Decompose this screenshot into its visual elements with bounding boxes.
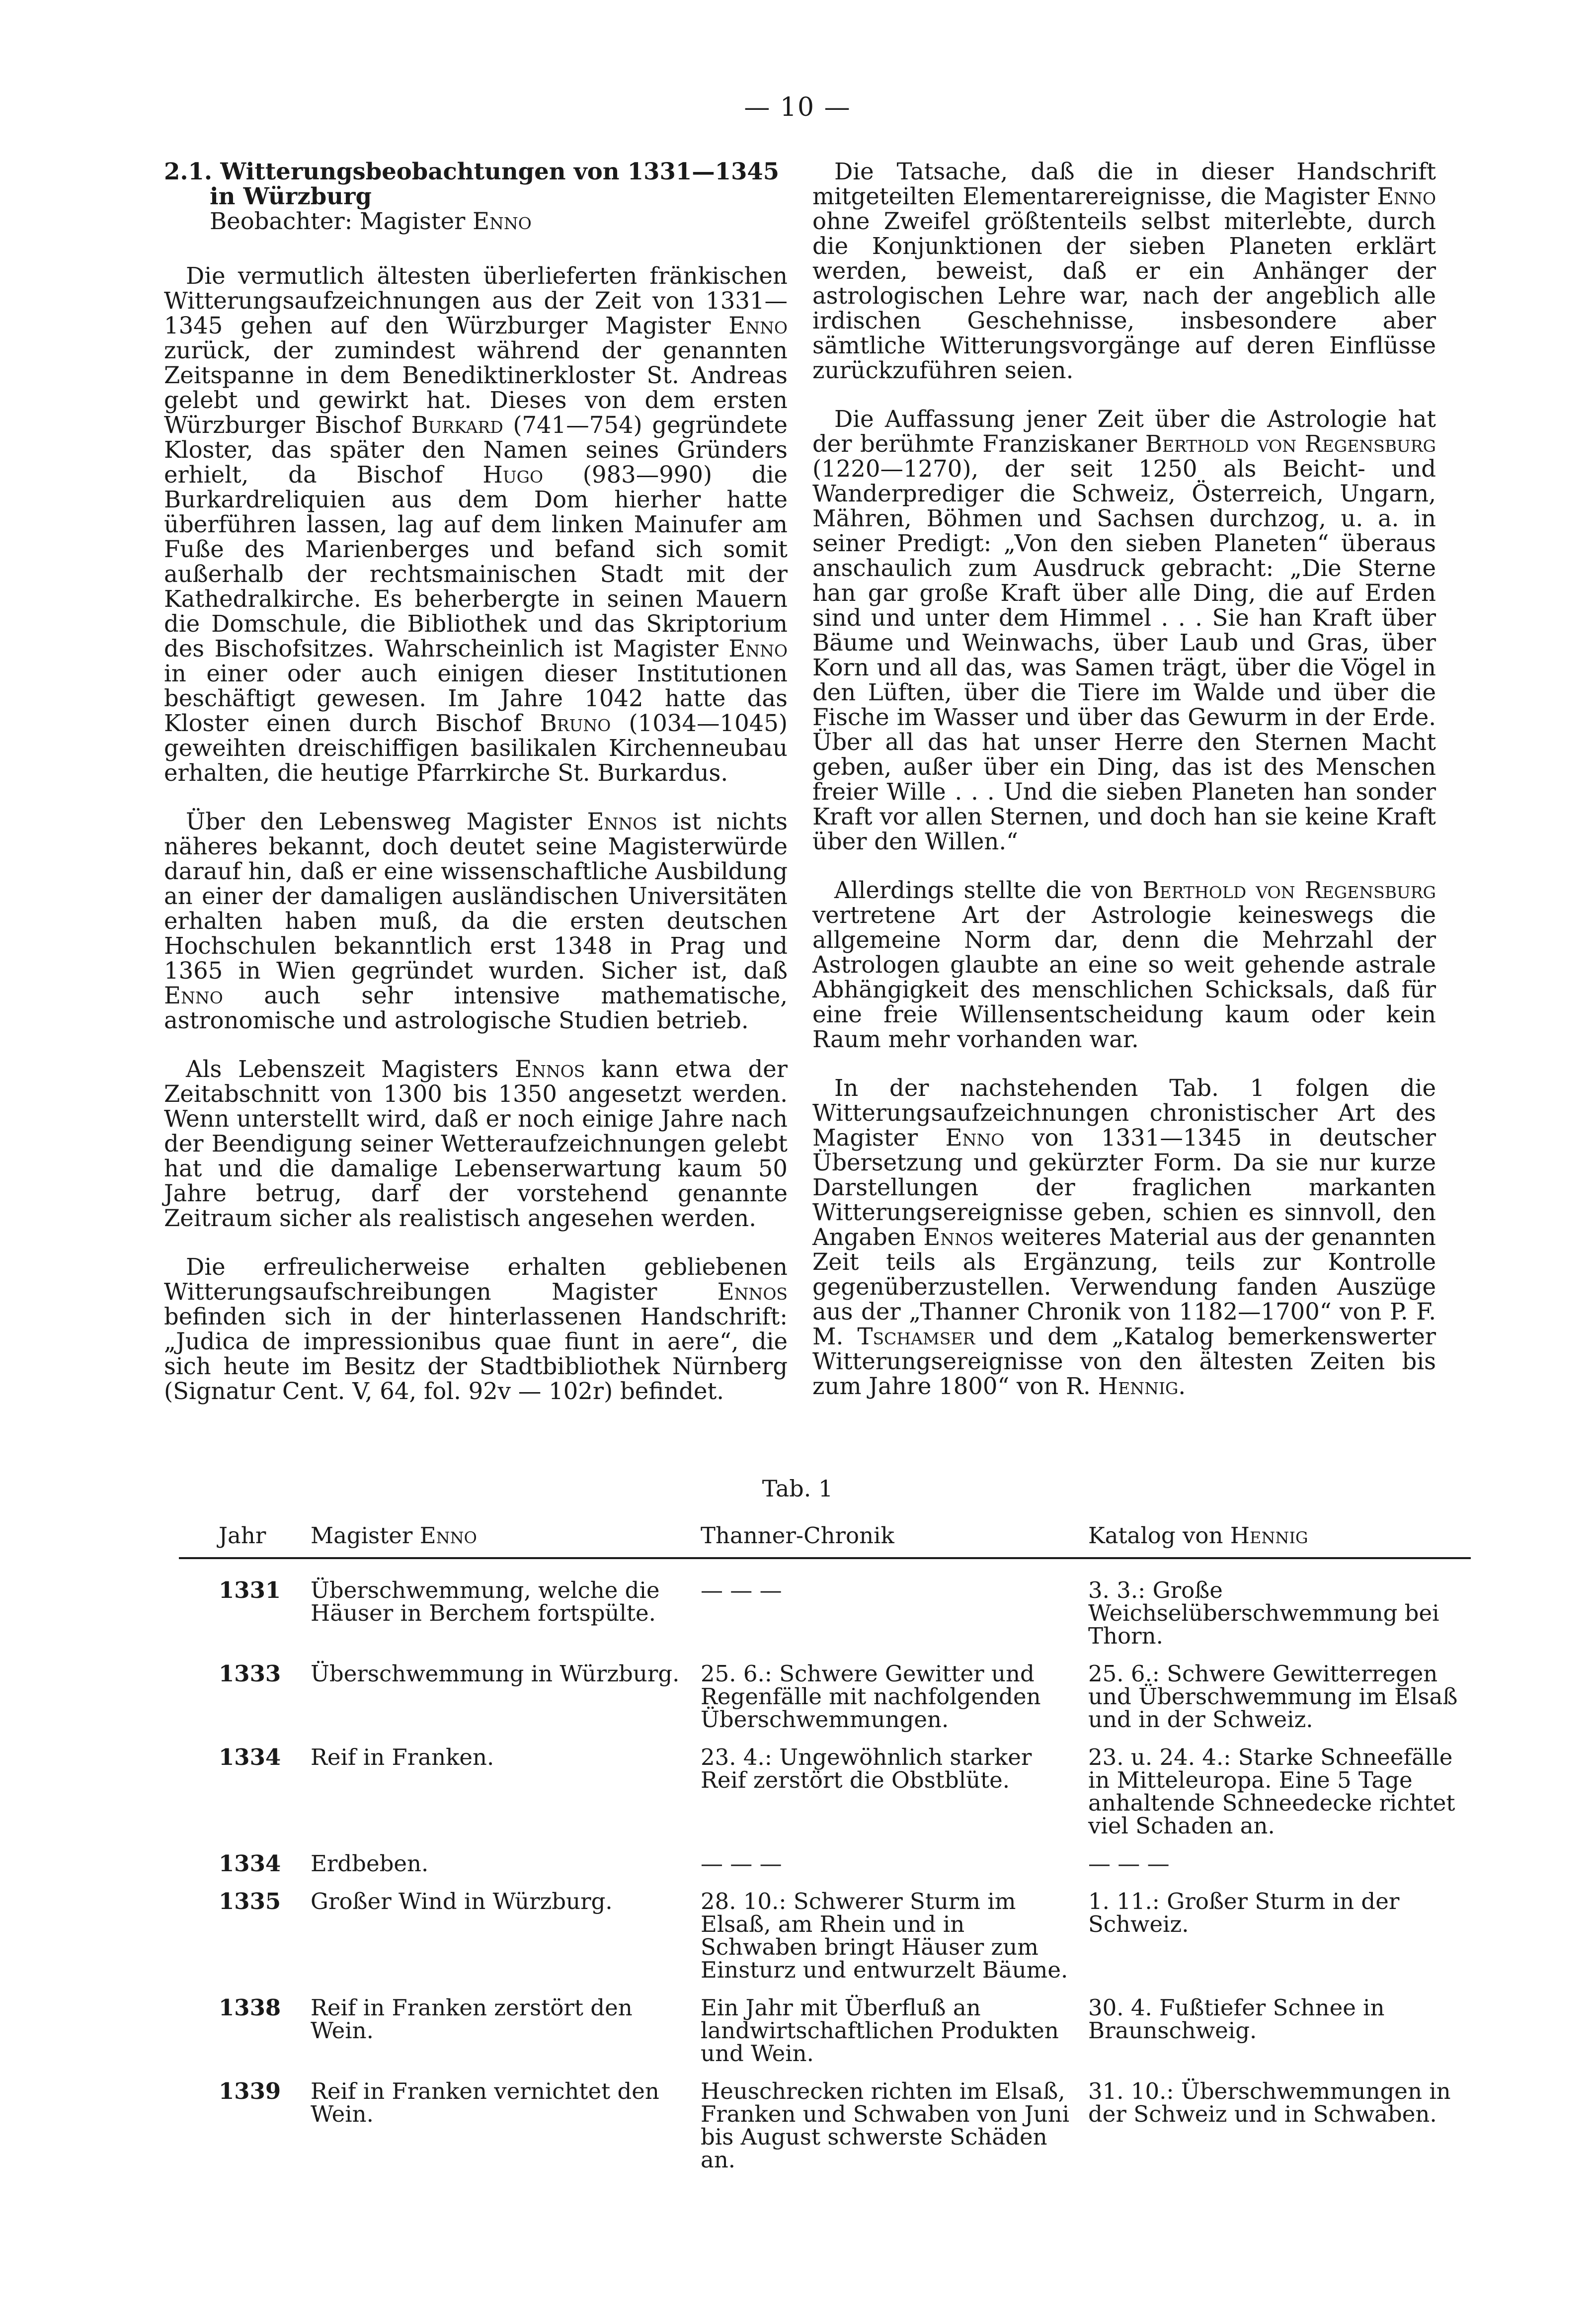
person-name: Berthold von Regensburg	[1142, 877, 1436, 904]
person-name: Hennig	[1098, 1373, 1179, 1400]
text-run: vertretene Art der Astrologie keineswegs die allgemeine Norm dar, denn die Mehrzahl der Astrologen glaubte an eine so weit gehende astrale Abhängigkeit des menschlichen Schicksals, daß für eine freie Willensentscheidung kaum oder kein Raum mehr vorhanden war.	[812, 902, 1436, 1053]
text-run: in einer oder auch einigen dieser Institutionen beschäftigt gewesen. Im Jahre 1042 hatte das Kloster einen durch Bischof	[164, 660, 788, 737]
table-header-row	[179, 1513, 1471, 1558]
left-column	[164, 159, 788, 1431]
header-year: Jahr	[179, 1513, 311, 1558]
table-caption: Tab. 1	[762, 1475, 833, 1502]
cell-thann: 23. 4.: Ungewöhnlich starker Reif zerstört die Obstblüte.	[701, 1744, 1032, 1793]
text-run: weiteres Material aus der genannten Zeit teils als Ergänzung, teils zur Kontrolle gegenüberzustellen. Verwendung fanden Auszüge aus der „Thanner Chronik von 1182—1700“ von P. F. M.	[812, 1224, 1436, 1350]
cell-hennig: 1. 11.: Großer Sturm in der Schweiz.	[1088, 1888, 1400, 1937]
text-run: Die Tatsache, daß die in dieser Handschrift mitgeteilten Elementarereignisse, die Magister	[812, 158, 1436, 210]
cell-year: 1331	[219, 1577, 281, 1603]
text-run: Als Lebenszeit Magisters	[186, 1056, 515, 1082]
header-text: Magister	[311, 1522, 420, 1549]
cell-thann: — — —	[701, 1850, 782, 1877]
text-run: .	[1178, 1373, 1186, 1400]
paragraph	[812, 159, 1436, 383]
header-hennig	[1088, 1513, 1471, 1558]
cell-enno: Überschwemmung in Würzburg.	[311, 1660, 680, 1687]
text-run: ist nichts näheres bekannt, doch deutet seine Magisterwürde darauf hin, daß er eine wissenschaftliche Ausbildung an einer der damaligen ausländischen Universitäten erhalten haben muß, da die ersten deutschen Hochschulen bekanntlich erst 1348 in Prag und 1365 in Wien gegründet wurden. Sicher ist, daß	[164, 808, 788, 984]
cell-year: 1339	[219, 2078, 281, 2104]
text-run: und dem „Katalog bemerkenswerter Witterungsereignisse von den ältesten Zeiten bis zum Jahre 1800“ von R.	[812, 1323, 1436, 1400]
table-row	[179, 2069, 1471, 2175]
paragraph	[812, 878, 1436, 1052]
cell-year: 1335	[219, 1888, 281, 1914]
text-run: kann etwa der Zeitabschnitt von 1300 bis 1350 angesetzt werden. Wenn unterstellt wird, daß er noch einige Jahre nach der Beendigung seiner Wetteraufzeichnungen gelebt hat und die damalige Lebenserwartung kaum 50 Jahre betrug, darf der vorstehend genannte Zeitraum sicher als realistisch angesehen werden.	[164, 1056, 788, 1232]
person-name: Hennig	[1230, 1522, 1308, 1549]
table-row	[179, 1558, 1471, 1652]
paragraph	[164, 809, 788, 1033]
text-run: befinden sich in der hinterlassenen Handschrift: „Judica de impressionibus quae fiunt in aere“, die sich heute im Besitz der Stadtbibliothek Nürnberg (Signatur Cent. V, 64, fol. 92v — 102r) befindet.	[164, 1303, 788, 1405]
person-name: Ennos	[515, 1056, 585, 1082]
person-name: Berthold von Regensburg	[1145, 430, 1436, 457]
paragraph	[164, 1057, 788, 1231]
paragraph	[164, 1254, 788, 1404]
person-name: Enno	[728, 312, 788, 339]
person-name: Tschamser	[857, 1323, 975, 1350]
person-name: Ennos	[923, 1224, 994, 1250]
cell-hennig: 23. u. 24. 4.: Starke Schneefälle in Mitteleuropa. Eine 5 Tage anhaltende Schneedecke richtet viel Schaden an.	[1088, 1744, 1455, 1839]
cell-hennig: — — —	[1088, 1850, 1170, 1877]
person-name: Enno	[164, 982, 223, 1009]
cell-thann: — — —	[701, 1577, 782, 1603]
text-run: ohne Zweifel größtenteils selbst miterlebte, durch die Konjunktionen der sieben Planeten erklärt werden, beweist, daß er ein Anhänger der astrologischen Lehre war, nach der angeblich alle irdischen Geschehnisse, insbesondere aber sämtliche Witterungsvorgänge auf deren Einflüsse zurückzuführen seien.	[812, 208, 1436, 384]
paragraph	[812, 1076, 1436, 1399]
cell-thann: Heuschrecken richten im Elsaß, Franken und Schwaben von Juni bis August schwerste Schäden an.	[701, 2078, 1070, 2173]
header-text: Katalog von	[1088, 1522, 1230, 1549]
table-row	[179, 1652, 1471, 1735]
observer-name: Enno	[473, 208, 532, 235]
table-row	[179, 1735, 1471, 1841]
cell-enno: Reif in Franken zerstört den Wein.	[311, 1994, 633, 2044]
observer-label: Beobachter: Magister	[210, 208, 473, 235]
cell-year: 1333	[219, 1660, 281, 1687]
paragraph	[164, 263, 788, 785]
text-run: Die Auffassung jener Zeit über die Astrologie hat der berühmte Franziskaner	[812, 406, 1436, 457]
cell-hennig: 25. 6.: Schwere Gewitterregen und Überschwemmung im Elsaß und in der Schweiz.	[1088, 1660, 1458, 1733]
person-name: Enno	[945, 1124, 1005, 1151]
person-name: Ennos	[587, 808, 657, 835]
cell-thann: 28. 10.: Schwerer Sturm im Elsaß, am Rhein und in Schwaben bringt Häuser zum Einsturz und entwurzelt Bäume.	[701, 1888, 1068, 1983]
right-column	[812, 159, 1436, 1431]
person-name: Burkard	[411, 412, 503, 438]
text-run: (1220—1270), der seit 1250 als Beicht- und Wanderprediger die Schweiz, Österreich, Ungarn, Mähren, Böhmen und Sachsen durchzog, u. a. in seiner Predigt: „Von den sieben Planeten“ überaus anschaulich zum Ausdruck gebracht: „Die Sterne han gar große Kraft über alle Ding, die auf Erden sind und unter dem Himmel . . . Sie han Kraft über Bäume und Weinwachs, über Laub und Gras, über Korn und all das, was Samen trägt, über die Vögel in den Lüften, über die Tiere im Walde und über die Fische im Wasser und über das Gewurm in der Erde. Über all das hat unser Herre den Sternen Macht geben, außer über ein Ding, das ist des Menschen freier Wille . . . Und die sieben Planeten han sonder Kraft vor allen Sternen, und doch han sie keine Kraft über den Willen.“	[812, 455, 1436, 855]
header-thann: Thanner-Chronik	[701, 1513, 1088, 1558]
person-name: Enno	[1377, 183, 1436, 210]
table-row	[179, 1841, 1471, 1879]
text-run: (741—754) gegründete Kloster, das später den Namen seines Gründers erhielt, da Bischof	[164, 412, 788, 488]
text-run: Über den Lebensweg Magister	[186, 808, 587, 835]
table-row	[179, 1879, 1471, 1986]
cell-enno: Reif in Franken vernichtet den Wein.	[311, 2078, 659, 2127]
weather-records-table	[179, 1513, 1471, 2175]
section-heading: 2.1. Witterungsbeobachtungen von 1331—1345 in Würzburg	[164, 158, 780, 210]
cell-thann: 25. 6.: Schwere Gewitter und Regenfälle mit nachfolgenden Überschwemmungen.	[701, 1660, 1041, 1733]
text-run: Die vermutlich ältesten überlieferten fränkischen Witterungsaufzeichnungen aus der Zeit von 1331—1345 gehen auf den Würzburger Magister	[164, 262, 788, 339]
text-run: zurück, der zumindest während der genannten Zeitspanne in dem Benediktinerkloster St. Andreas gelebt und gewirkt hat. Dieses von dem ersten Würzburger Bischof	[164, 337, 788, 438]
paragraph	[812, 407, 1436, 854]
cell-year: 1334	[219, 1850, 281, 1877]
person-name: Hugo	[482, 461, 544, 488]
text-run: von 1331—1345 in deutscher Übersetzung und gekürzter Form. Da sie nur kurze Darstellungen der fraglichen markanten Witterungsereignisse geben, schien es sinnvoll, den Angaben	[812, 1124, 1436, 1250]
text-run: Allerdings stellte die von	[834, 877, 1143, 904]
text-run: In der nachstehenden Tab. 1 folgen die Witterungsaufzeichnungen chronistischer Art des Magister	[812, 1075, 1436, 1151]
text-run: (983—990) die Burkardreliquien aus dem Dom hierher hatte überführen lassen, lag auf dem linken Mainufer am Fuße des Marienberges und befand sich somit außerhalb der rechtsmainischen Stadt mit der Kathedralkirche. Es beherbergte in seinen Mauern die Domschule, die Bibliothek und das Skriptorium des Bischofsitzes. Wahrscheinlich ist Magister	[164, 461, 788, 662]
cell-year: 1338	[219, 1994, 281, 2021]
cell-thann: Ein Jahr mit Überfluß an landwirtschaftlichen Produkten und Wein.	[701, 1994, 1059, 2067]
text-columns	[164, 159, 1436, 1431]
observer-line	[210, 209, 788, 234]
person-name: Bruno	[540, 710, 611, 737]
cell-enno: Großer Wind in Würzburg.	[311, 1888, 613, 1914]
person-name: Enno	[419, 1522, 477, 1549]
header-enno	[311, 1513, 701, 1558]
page-number: — 10 —	[744, 92, 851, 122]
cell-hennig: 30. 4. Fußtiefer Schnee in Braunschweig.	[1088, 1994, 1385, 2044]
text-run: (1034—1045) geweihten dreischiffigen basilikalen Kirchenneubau erhalten, die heutige Pfarrkirche St. Burkardus.	[164, 710, 788, 786]
cell-year: 1334	[219, 1744, 281, 1770]
cell-enno: Überschwemmung, welche die Häuser in Berchem fortspülte.	[311, 1577, 660, 1626]
text-run: Die erfreulicherweise erhalten gebliebenen Witterungsaufschreibungen Magister	[164, 1253, 788, 1305]
table-row	[179, 1986, 1471, 2069]
text-run: auch sehr intensive mathematische, astronomische und astrologische Studien betrieb.	[164, 982, 788, 1034]
cell-hennig: 31. 10.: Überschwemmungen in der Schweiz und in Schwaben.	[1088, 2078, 1451, 2127]
person-name: Ennos	[717, 1278, 788, 1305]
cell-hennig: 3. 3.: Große Weichselüberschwemmung bei Thorn.	[1088, 1577, 1439, 1649]
cell-enno: Erdbeben.	[311, 1850, 429, 1877]
person-name: Enno	[728, 635, 788, 662]
cell-enno: Reif in Franken.	[311, 1744, 494, 1770]
